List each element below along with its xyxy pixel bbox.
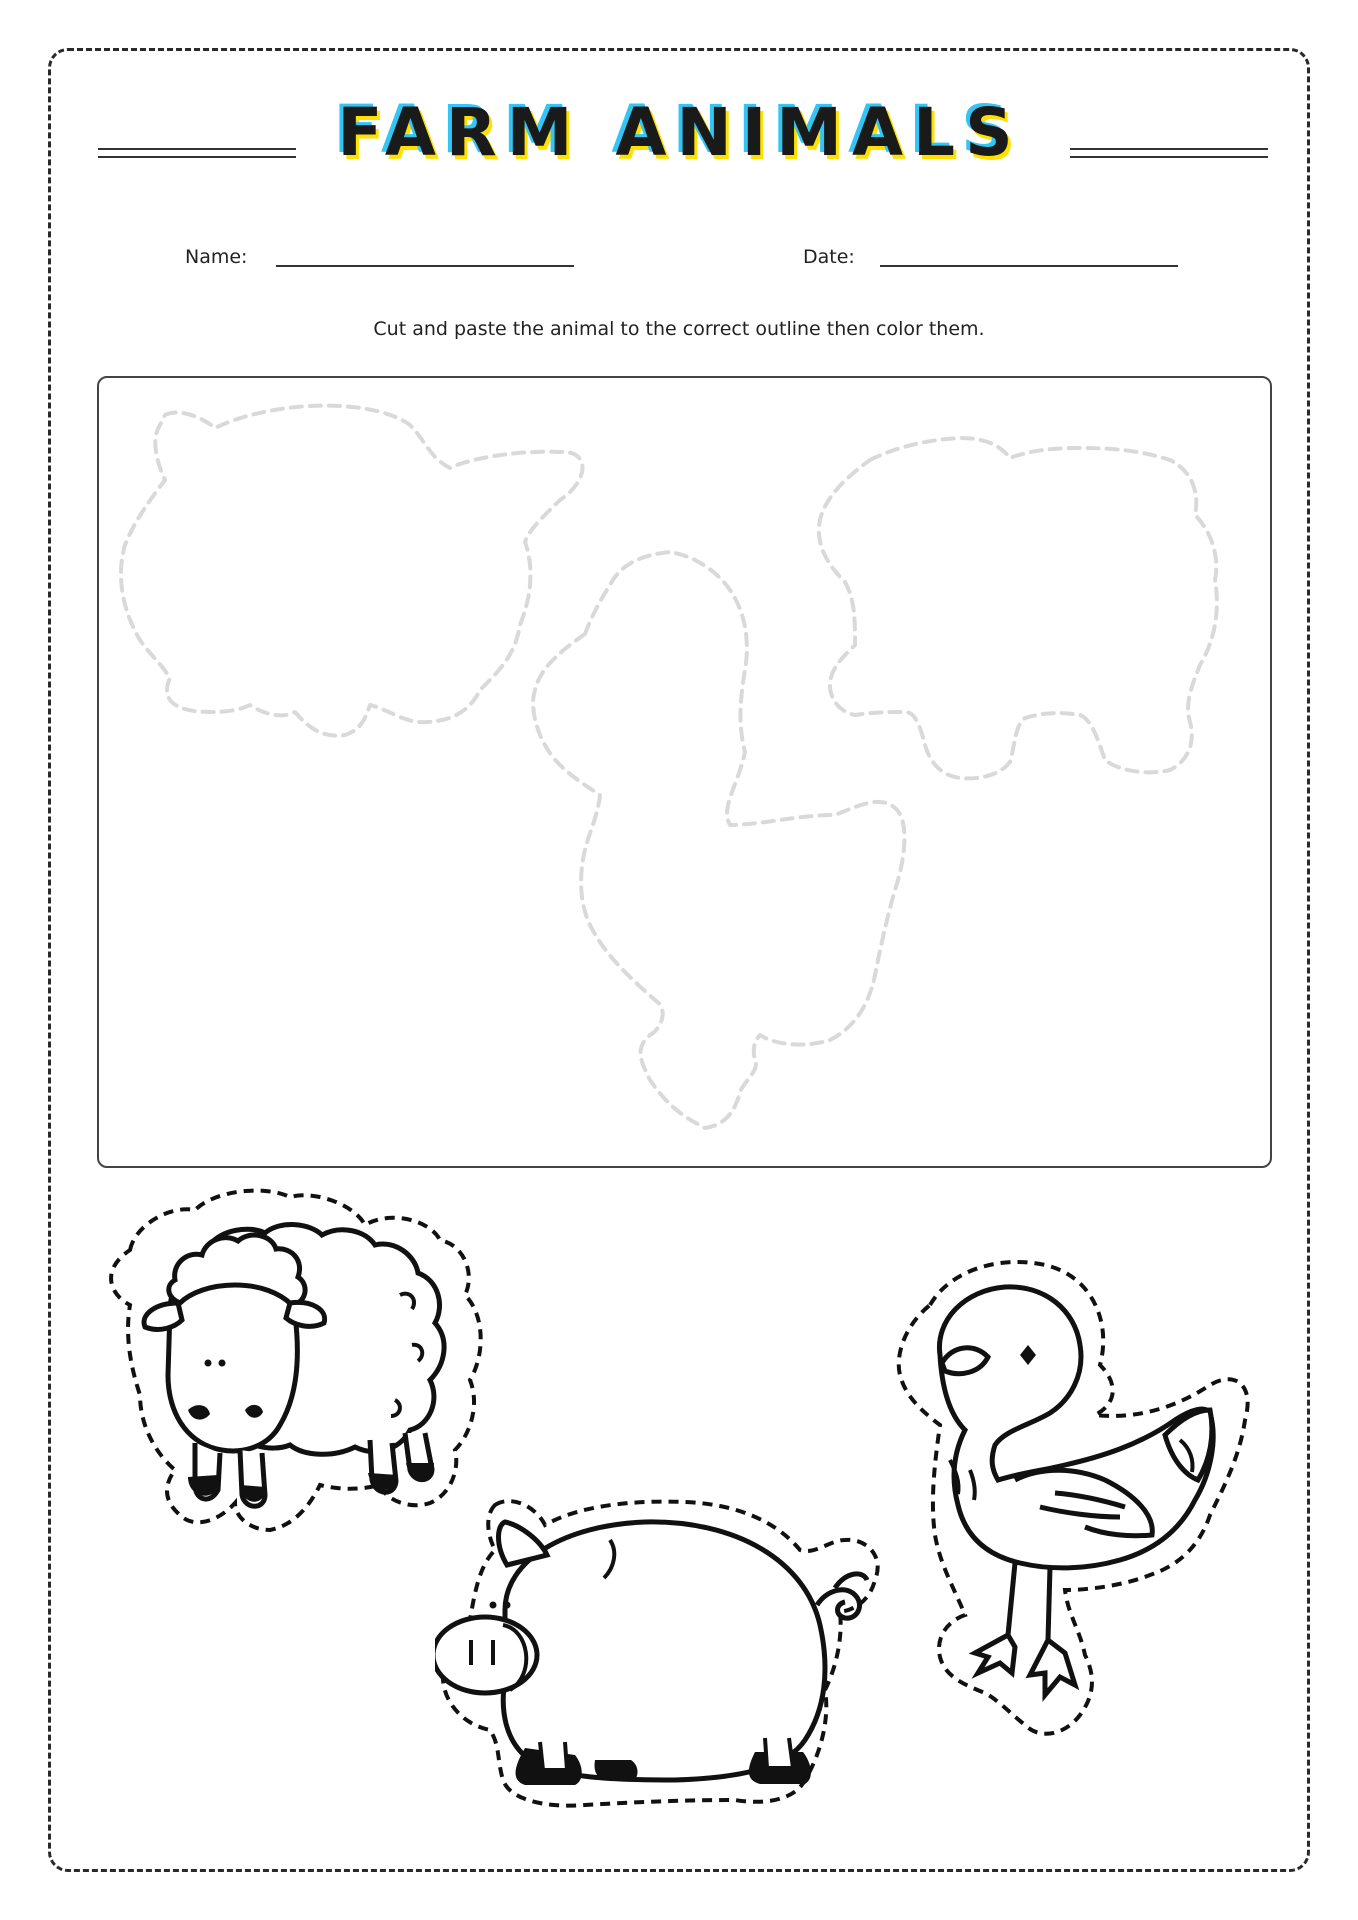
paste-area[interactable]	[97, 376, 1272, 1168]
page-title: FARM ANIMALS	[337, 94, 1023, 171]
sheep-icon	[111, 1191, 481, 1530]
title-rule-right	[1070, 148, 1268, 158]
duck-icon	[899, 1262, 1248, 1734]
pig-cutout[interactable]	[435, 1480, 905, 1820]
date-field[interactable]	[880, 265, 1178, 267]
title-rule-left	[98, 148, 296, 158]
pig-icon	[435, 1501, 878, 1806]
name-label: Name:	[185, 246, 248, 268]
name-field[interactable]	[276, 265, 574, 267]
duck-cutout[interactable]	[880, 1245, 1260, 1765]
date-label: Date:	[803, 246, 855, 268]
instructions-text: Cut and paste the animal to the correct outline then color them.	[373, 318, 985, 340]
